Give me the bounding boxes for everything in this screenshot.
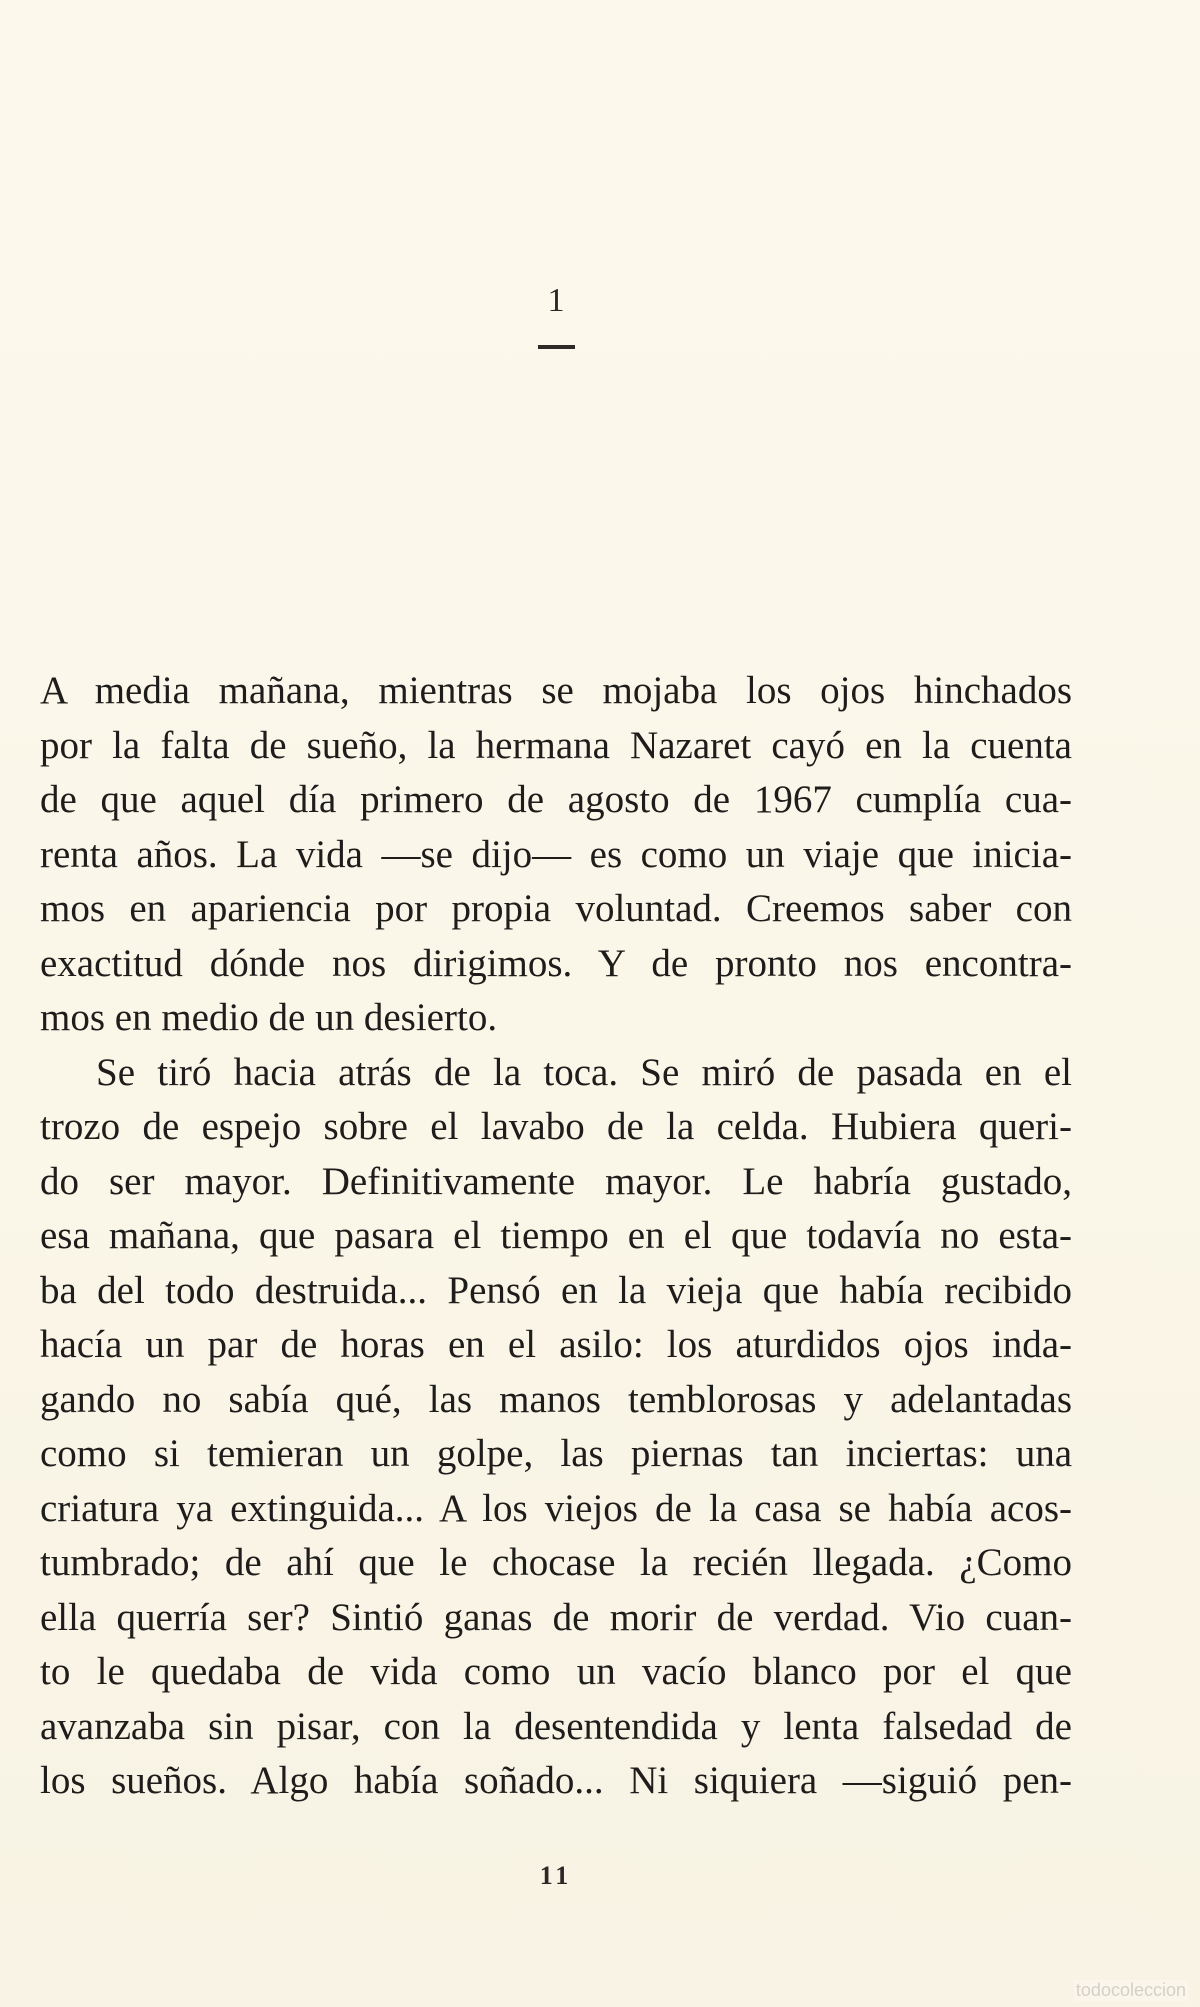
text-line: Se tiró hacia atrás de la toca. Se miró de pasada en el	[96, 1050, 1072, 1094]
text-line: mos en apariencia por propia voluntad. Creemos saber con	[40, 887, 1072, 930]
text-line: to le quedaba de vida como un vacío blanco por el que	[40, 1650, 1072, 1693]
text-line: esa mañana, que pasara el tiempo en el que todavía no esta-	[40, 1214, 1072, 1257]
page-number: 11	[539, 1861, 573, 1890]
text-line: por la falta de sueño, la hermana Nazaret cayó en la cuenta	[40, 723, 1072, 767]
text-line: gando no sabía qué, las manos temblorosas y adelantadas	[40, 1377, 1072, 1421]
text-line: do ser mayor. Definitivamente mayor. Le habría gustado,	[40, 1159, 1072, 1203]
text-line: ba del todo destruida... Pensó en la vieja que había recibido	[40, 1268, 1072, 1312]
text-line: como si temieran un golpe, las piernas tan inciertas: una	[40, 1432, 1072, 1475]
text-line: tumbrado; de ahí que le chocase la recién llegada. ¿Como	[40, 1541, 1072, 1584]
text-line: renta años. La vida —se dijo— es como un viaje que inicia-	[40, 832, 1072, 876]
text-line: avanzaba sin pisar, con la desentendida y lenta falsedad de	[40, 1704, 1072, 1748]
paragraph-1	[40, 664, 1072, 1046]
text-line: mos en medio de un desierto.	[40, 996, 498, 1039]
watermark: todocoleccion	[1075, 1980, 1186, 2000]
text-line: ella querría ser? Sintió ganas de morir de verdad. Vio cuan-	[40, 1595, 1072, 1639]
text-line: exactitud dónde nos dirigimos. Y de pronto nos encontra-	[40, 941, 1072, 985]
text-line: A media mañana, mientras se mojaba los ojos hinchados	[40, 669, 1072, 712]
body-text	[40, 664, 1072, 1809]
text-line: trozo de espejo sobre el lavabo de la celda. Hubiera queri-	[40, 1105, 1072, 1148]
chapter-rule	[538, 345, 575, 349]
paragraph-2	[40, 1046, 1072, 1809]
text-line: de que aquel día primero de agosto de 1967 cumplía cua-	[40, 778, 1072, 821]
text-line: los sueños. Algo había soñado... Ni siquiera —siguió pen-	[40, 1759, 1072, 1802]
text-line: criatura ya extinguida... A los viejos de la casa se había acos-	[40, 1486, 1072, 1530]
text-line: hacía un par de horas en el asilo: los aturdidos ojos inda-	[40, 1323, 1072, 1366]
chapter-number: 1	[547, 282, 565, 319]
